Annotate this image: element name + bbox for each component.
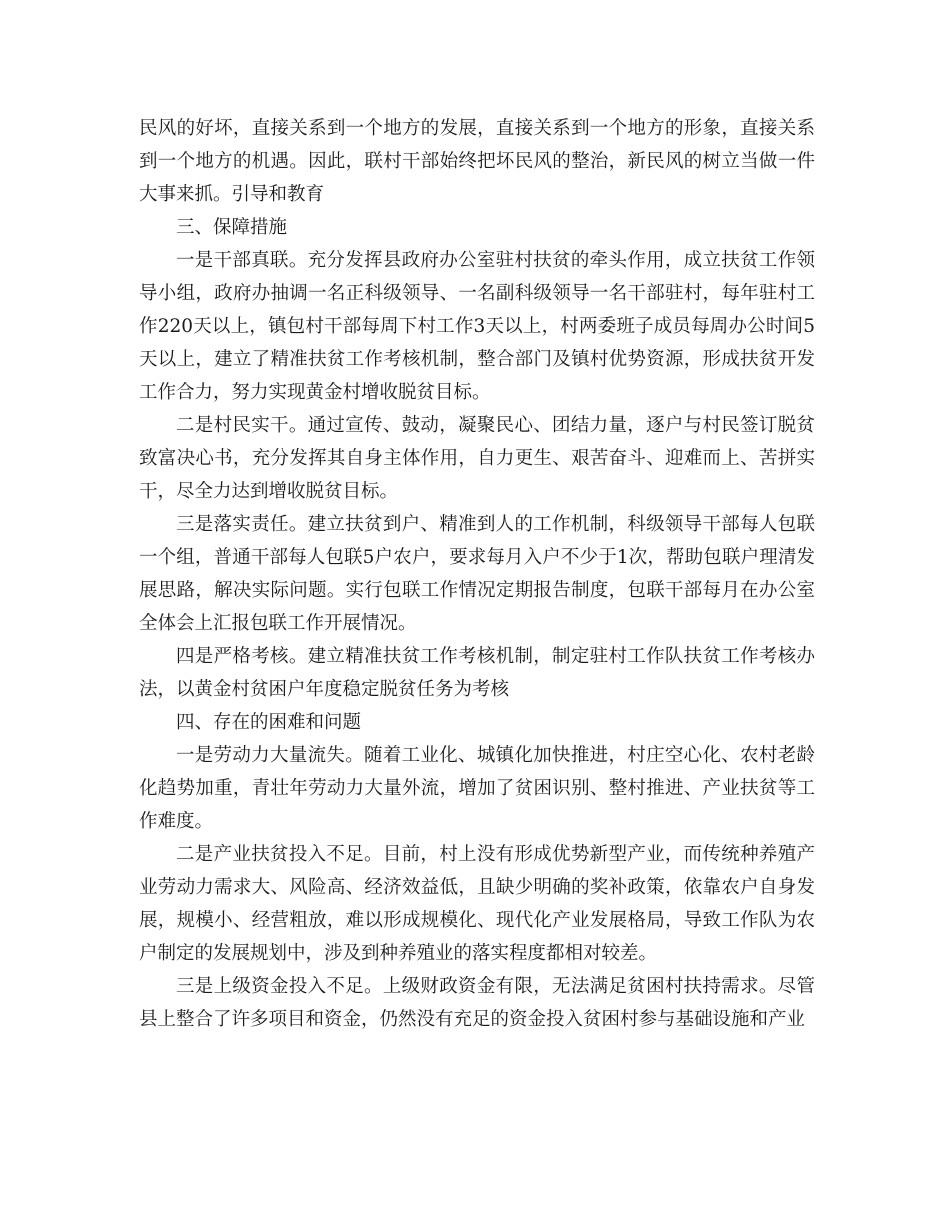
paragraph-villagers: 二是村民实干。通过宣传、鼓动，凝聚民心、团结力量，逐户与村民签订脱贫致富决心书，充分发挥其自身主体作用，自力更生、艰苦奋斗、迎难而上、苦拼实干，尽全力达到增收脱贫目标。 [139,415,815,502]
document-page [139,112,815,1036]
paragraph-funding: 三是上级资金投入不足。上级财政资金有限，无法满足贫困村扶持需求。尽管县上整合了许多项目和资金，仍然没有充足的资金投入贫困村参与基础设施和产业 [139,976,815,1030]
paragraph-responsibility: 三是落实责任。建立扶贫到户、精准到人的工作机制，科级领导干部每人包联一个组，普通干部每人包联5户农户，要求每月入户不少于1次，帮助包联户理清发展思路，解决实际问题。实行包联工作情况定期报告制度，包联干部每月在办公室全体会上汇报包联工作开展情况。 [139,514,815,634]
section-heading-difficulties: 四、存在的困难和问题 [176,712,362,733]
section-heading-safeguards: 三、保障措施 [176,217,288,238]
paragraph-assessment: 四是严格考核。建立精准扶贫工作考核机制，制定驻村工作队扶贫工作考核办法，以黄金村贫困户年度稳定脱贫任务为考核 [139,646,815,700]
paragraph-industry: 二是产业扶贫投入不足。目前，村上没有形成优势新型产业，而传统种养殖产业劳动力需求大、风险高、经济效益低，且缺少明确的奖补政策，依靠农户自身发展，规模小、经营粗放，难以形成规模化、现代化产业发展格局，导致工作队为农户制定的发展规划中，涉及到种养殖业的落实程度都相对较差。 [139,844,815,964]
paragraph-cadres: 一是干部真联。充分发挥县政府办公室驻村扶贫的牵头作用，成立扶贫工作领导小组，政府办抽调一名正科级领导、一名副科级领导一名干部驻村，每年驻村工作220天以上，镇包村干部每周下村工作3天以上，村两委班子成员每周办公时间5天以上，建立了精准扶贫工作考核机制，整合部门及镇村优势资源，形成扶贫开发工作合力，努力实现黄金村增收脱贫目标。 [139,250,815,403]
paragraph-labor: 一是劳动力大量流失。随着工业化、城镇化加快推进，村庄空心化、农村老龄化趋势加重，青壮年劳动力大量外流，增加了贫困识别、整村推进、产业扶贫等工作难度。 [139,745,815,832]
paragraph-minfeng: 民风的好坏，直接关系到一个地方的发展，直接关系到一个地方的形象，直接关系到一个地方的机遇。因此，联村干部始终把坏民风的整治，新民风的树立当做一件大事来抓。引导和教育 [139,118,815,205]
